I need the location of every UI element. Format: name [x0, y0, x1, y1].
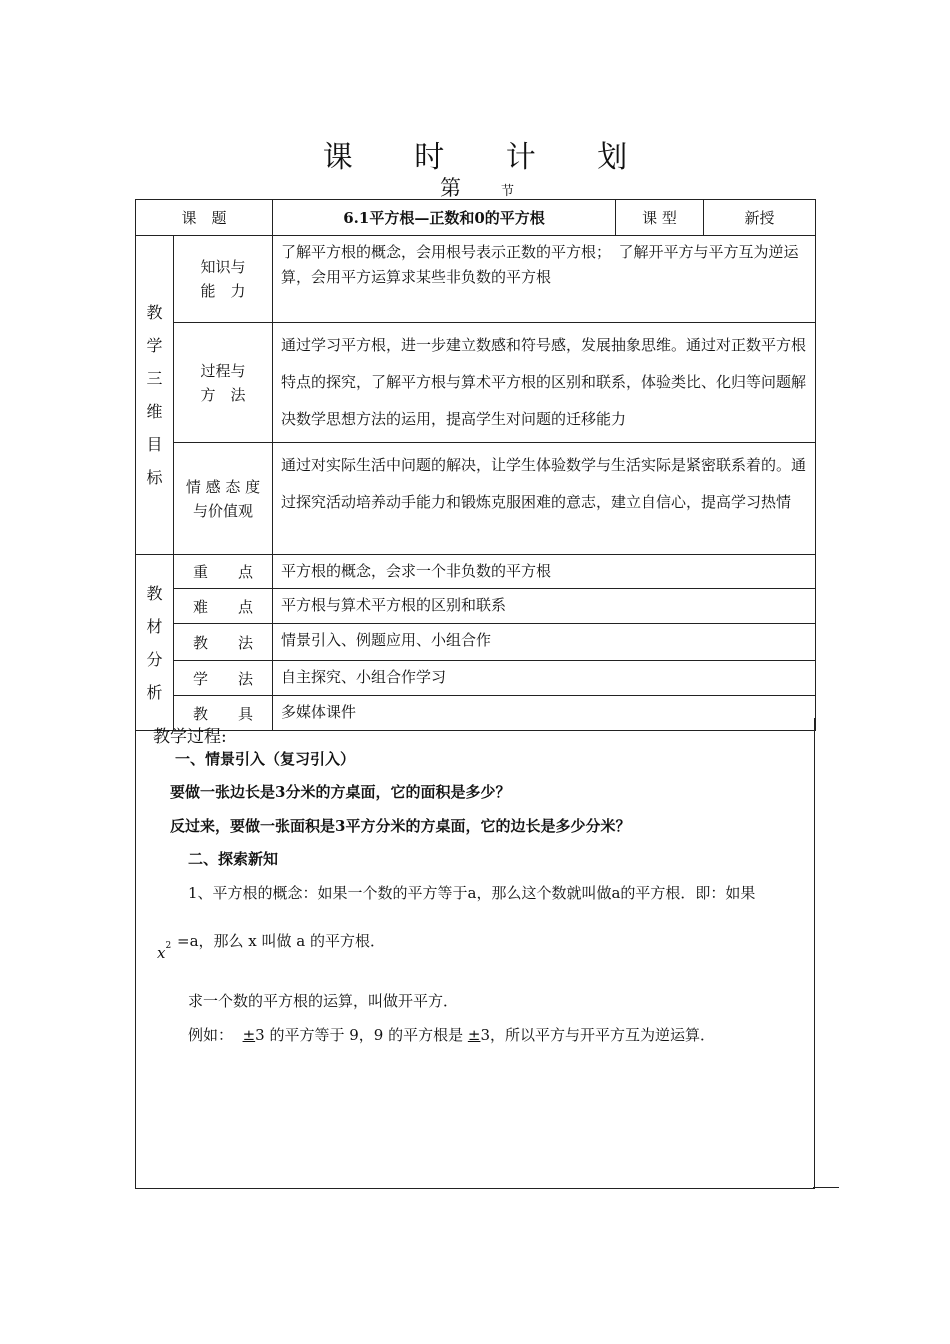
- goals-group-label: 教 学 三 维 目 标: [136, 236, 174, 555]
- section-2-title: 二、探索新知: [188, 850, 279, 868]
- analysis-content-learning: 自主探究、小组合作学习: [273, 661, 816, 696]
- goal-content-knowledge: 了解平方根的概念，会用根号表示正数的平方根； 了解开平方与平方互为逆运算，会用平方运算求某些非负数的平方根: [273, 236, 816, 323]
- analysis-row-difficulty: [136, 589, 816, 624]
- question-1: 要做一张边长是3分米的方桌面，它的面积是多少？: [170, 783, 511, 801]
- process-heading: 教学过程:: [153, 727, 227, 747]
- section-suffix: 节: [501, 184, 515, 199]
- section-1-title: 一、情景引入（复习引入）: [175, 750, 356, 768]
- definition-line-1: 1、平方根的概念：如果一个数的平方等于a，那么这个数就叫做a的平方根．即：如果: [188, 884, 756, 902]
- square-root-operation: 求一个数的平方根的运算，叫做开平方．: [188, 992, 459, 1010]
- goal-label-emotion: 情 感 态 度 与价值观: [174, 443, 273, 555]
- goal-content-emotion: 通过对实际生活中问题的解决，让学生体验数学与生活实际是紧密联系着的。通过探究活动培养动手能力和锻炼克服困难的意志，建立自信心，提高学习热情: [273, 443, 816, 555]
- analysis-row-teaching: [136, 624, 816, 661]
- analysis-label-key: 重 点: [174, 555, 273, 589]
- analysis-content-tools: 多媒体课件: [273, 696, 816, 731]
- goal-label-process: 过程与 方 法: [174, 323, 273, 443]
- type-value: 新授: [704, 200, 816, 236]
- analysis-row-key: [136, 555, 816, 589]
- analysis-content-difficulty: 平方根与算术平方根的区别和联系: [273, 589, 816, 624]
- analysis-label-tools: 教 具: [174, 696, 273, 731]
- section-prefix: 第: [440, 176, 461, 200]
- goal-label-knowledge: 知识与 能 力: [174, 236, 273, 323]
- analysis-label-teaching: 教 法: [174, 624, 273, 661]
- topic-value: 6.1平方根—正数和0的平方根: [273, 200, 616, 236]
- definition-line-2: =a，那么 x 叫做 a 的平方根．: [177, 932, 385, 950]
- example-line: 例如： ±3 的平方等于 9，9 的平方根是 ±3，所以平方与开平方互为逆运算．: [188, 1026, 715, 1044]
- goal-row-emotion: [136, 443, 816, 555]
- section-number: [440, 172, 514, 202]
- analysis-row-learning: [136, 661, 816, 696]
- analysis-label-learning: 学 法: [174, 661, 273, 696]
- goal-row-knowledge: [136, 236, 816, 323]
- analysis-content-key: 平方根的概念，会求一个非负数的平方根: [273, 555, 816, 589]
- analysis-group-label: 教 材 分 析: [136, 555, 174, 731]
- analysis-label-difficulty: 难 点: [174, 589, 273, 624]
- page-title: 课 时 计 划: [322, 140, 654, 175]
- question-2: 反过来，要做一张面积是3平方分米的方桌面，它的边长是多少分米？: [170, 817, 631, 835]
- topic-row: [136, 200, 816, 236]
- goal-row-process: [136, 323, 816, 443]
- box-tail-line: [813, 1187, 839, 1188]
- topic-label: 课 题: [136, 200, 273, 236]
- lesson-plan-table: [135, 199, 816, 731]
- x-squared: $x^2$: [157, 941, 172, 962]
- type-label: 课 型: [616, 200, 704, 236]
- goal-content-process: 通过学习平方根，进一步建立数感和符号感，发展抽象思维。通过对正数平方根特点的探究，了解平方根与算术平方根的区别和联系，体验类比、化归等问题解决数学思想方法的运用，提高学生对问题的迁移能力: [273, 323, 816, 443]
- analysis-content-teaching: 情景引入、例题应用、小组合作: [273, 624, 816, 661]
